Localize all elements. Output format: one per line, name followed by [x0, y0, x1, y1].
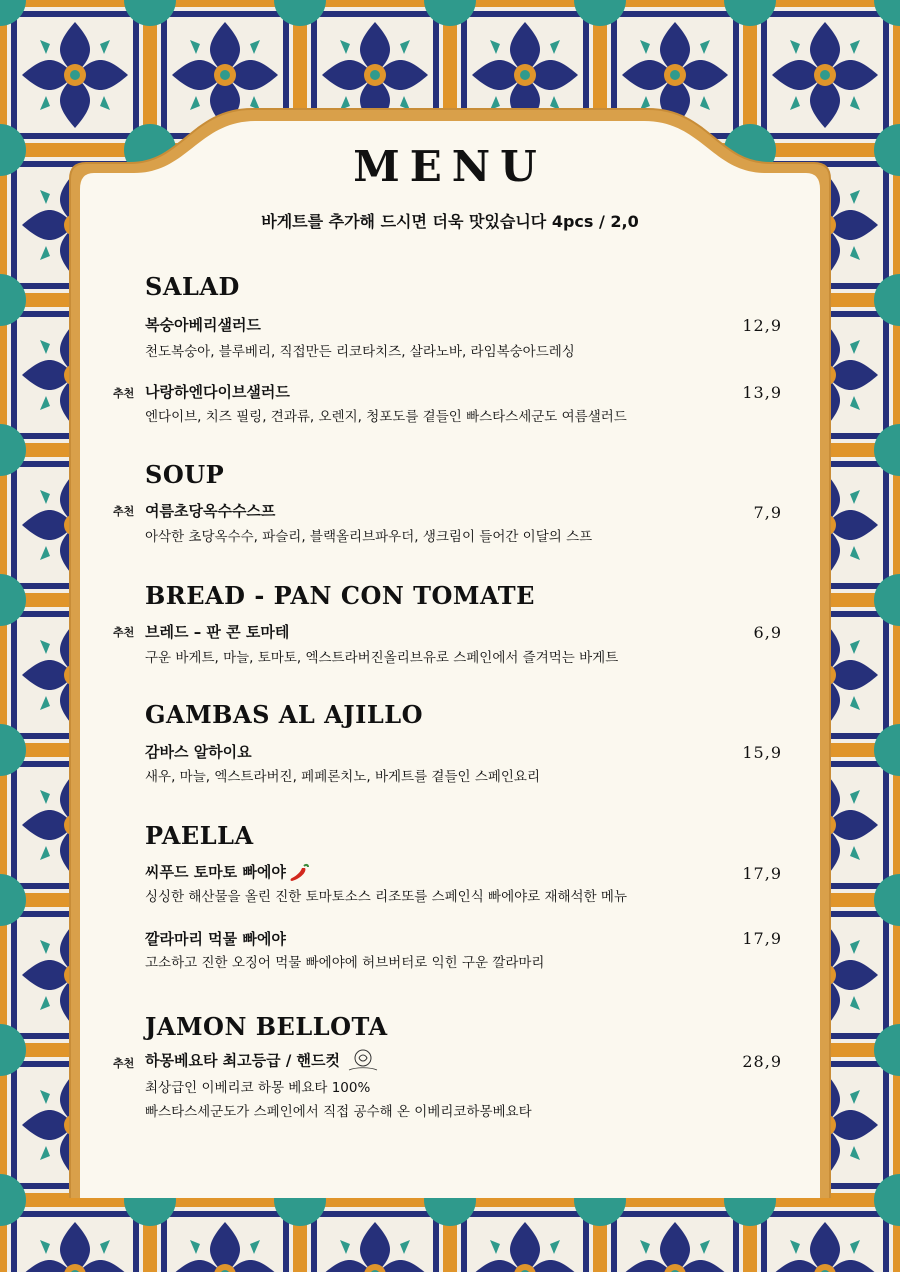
item-price: 28,9: [742, 1052, 782, 1071]
item-price: 13,9: [742, 383, 782, 402]
recommend-tag: 추천: [113, 387, 135, 400]
section-title-soup: SOUP: [145, 460, 225, 489]
recommend-tag: 추천: [113, 505, 135, 518]
section-title-salad: SALAD: [145, 272, 240, 301]
chili-pepper-icon: [288, 863, 310, 883]
item-name: 복숭아베리샐러드: [145, 316, 261, 334]
item-name-with-chili: [145, 861, 310, 883]
section-title-gambas: GAMBAS AL AJILLO: [145, 700, 423, 729]
item-description: 구운 바게트, 마늘, 토마토, 엑스트라버진올리브유로 스페인에서 즐겨먹는 바게트: [145, 650, 619, 666]
item-description: 싱싱한 해산물을 올린 진한 토마토소스 리조또를 스페인식 빠에야로 재해석한 메뉴: [145, 889, 628, 905]
item-name-with-stamp: [145, 1049, 380, 1073]
recommend-tag: 추천: [113, 1057, 135, 1070]
item-description: 최상급인 이베리코 하몽 베요타 100%: [145, 1080, 371, 1096]
item-name: 씨푸드 토마토 빠에야: [145, 863, 286, 881]
item-name: 하몽베요타 최고등급 / 핸드컷: [145, 1051, 341, 1070]
item-description: 아삭한 초당옥수수, 파슬리, 블랙올리브파우더, 생크림이 들어간 이달의 스프: [145, 529, 593, 545]
item-description: 빠스타스세군도가 스페인에서 직접 공수해 온 이베리코하몽베요타: [145, 1104, 532, 1120]
item-description: 새우, 마늘, 엑스트라버진, 페페론치노, 바게트를 곁들인 스페인요리: [145, 769, 541, 785]
item-name: 깔라마리 먹물 빠에야: [145, 930, 286, 948]
item-name: 브레드 – 판 콘 토마테: [145, 623, 290, 641]
brand-stamp-icon: [346, 1049, 380, 1073]
menu-title: MENU: [353, 142, 547, 191]
item-price: 15,9: [742, 743, 782, 762]
item-name: 감바스 알하이요: [145, 743, 252, 761]
section-title-bread: BREAD - PAN CON TOMATE: [145, 581, 535, 610]
item-price: 17,9: [742, 864, 782, 883]
recommend-tag: 추천: [113, 626, 135, 639]
baguette-note: 바게트를 추가해 드시면 더욱 맛있습니다 4pcs / 2,0: [261, 212, 639, 231]
item-description: 천도복숭아, 블루베리, 직접만든 리코타치즈, 살라노바, 라임복숭아드레싱: [145, 344, 575, 360]
item-price: 12,9: [742, 316, 782, 335]
item-name: 여름초당옥수수스프: [145, 502, 276, 520]
item-price: 6,9: [753, 623, 782, 642]
item-price: 7,9: [753, 503, 782, 522]
item-name: 나랑하엔다이브샐러드: [145, 383, 290, 401]
section-title-paella: PAELLA: [145, 821, 254, 850]
item-description: 엔다이브, 치즈 필링, 견과류, 오렌지, 청포도를 곁들인 빠스타스세군도 여름샐러드: [145, 409, 627, 425]
item-description: 고소하고 진한 오징어 먹물 빠에야에 허브버터로 익힌 구운 깔라마리: [145, 955, 545, 971]
section-title-jamon: JAMON BELLOTA: [145, 1012, 388, 1041]
item-price: 17,9: [742, 929, 782, 948]
